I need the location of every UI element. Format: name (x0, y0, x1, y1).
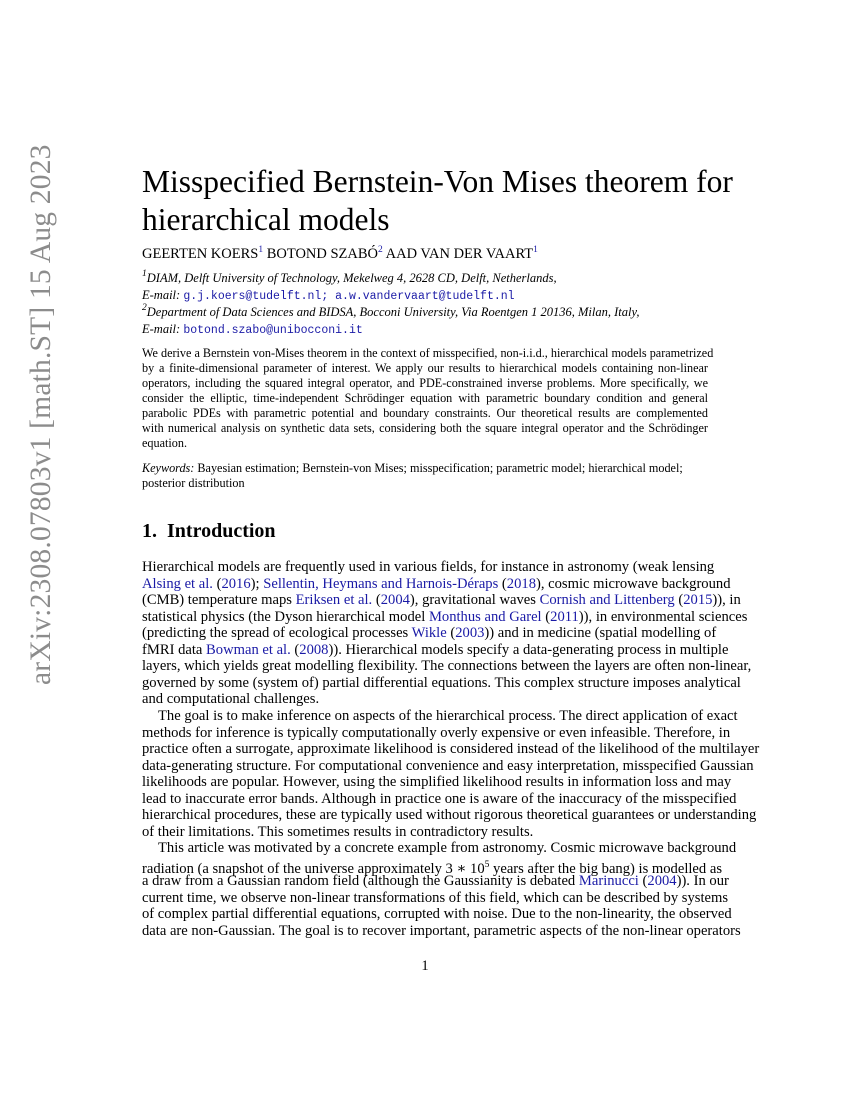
citation-link[interactable]: Wikle (411, 625, 447, 641)
author-list (142, 245, 538, 263)
body-line: governed by some (system of) partial differential equations. This complex structure imposes analytical (142, 674, 741, 691)
text-run: ( (638, 873, 648, 889)
keywords-text: Bayesian estimation; Bernstein-von Mises; misspecification; parametric model; hierarchical model; (197, 461, 683, 475)
body-line (142, 625, 717, 642)
text-run: statistical physics (the Dyson hierarchical model (142, 608, 429, 625)
paragraph-1 (142, 559, 752, 708)
abstract-line: equation. (142, 436, 188, 450)
body-line: and computational challenges. (142, 691, 320, 707)
body-line: hierarchical procedures, these are typically used without rigorous theoretical guarantees or understanding (142, 807, 757, 823)
section-heading (142, 520, 276, 543)
paragraph-2 (142, 708, 760, 840)
text-run: )) and in medicine (spatial modelling of (484, 625, 717, 641)
author-affiliation-mark[interactable]: 1 (258, 245, 264, 255)
affiliation-text: DIAM, Delft University of Technology, Mekelweg 4, 2628 CD, Delft, Netherlands, (146, 271, 557, 285)
text-run: ), cosmic microwave background (535, 575, 731, 592)
body-line: lead to inaccurate error bands. Although in practice one is aware of the inaccuracy of the misspecified (142, 790, 737, 807)
body-line: data-generating structure. For computational convenience and easy interpretation, misspecified Gaussian (142, 757, 754, 774)
body-line (142, 873, 729, 890)
email-label: E-mail: (142, 322, 184, 336)
body-line (142, 608, 748, 626)
abstract-line: by a finite-dimensional parameter of interest. We apply our results to hierarchical models containing non-linear (142, 361, 708, 375)
citation-year-link[interactable]: 2004 (380, 592, 410, 608)
citation-link[interactable]: Cornish and Littenberg (539, 592, 675, 608)
affiliation-mark: 2 (142, 303, 147, 313)
keywords (142, 461, 708, 491)
text-run: ( (372, 592, 381, 608)
exponent: 5 (484, 859, 490, 870)
citation-link[interactable]: Alsing et al. (142, 575, 213, 592)
abstract-line: with numerical analysis on synthetic data sets, considering both the square integral operator and the Schrödinger (142, 421, 708, 435)
body-line: of complex partial differential equations, corrupted with noise. Due to the non-linearity, the observed (142, 906, 732, 922)
text-run: ( (446, 625, 456, 641)
citation-link[interactable]: Monthus and Garel (428, 608, 542, 625)
paper-title (142, 163, 742, 239)
text-run: ( (498, 575, 507, 592)
abstract-line: consider the elliptic, time-independent Schrödinger equation with parametric boundary condition and general (142, 391, 708, 405)
author-name: AAD VAN DER VAART (385, 246, 534, 262)
citation-link[interactable]: Marinucci (578, 873, 639, 889)
author-affiliation-mark[interactable]: 2 (378, 245, 383, 255)
citation-link[interactable]: Bowman et al. (206, 641, 291, 658)
email-label: E-mail: (142, 288, 184, 302)
text-run: ), gravitational waves (409, 592, 540, 608)
title-line-1: Misspecified Bernstein-Von Mises theorem for (142, 164, 733, 199)
citation-link[interactable]: Sellentin, Heymans and Harnois-Déraps (263, 575, 499, 592)
body-line (142, 575, 731, 593)
body-line: layers, which yields great modelling flexibility. The connections between the layers are often non-linear, (142, 658, 752, 674)
body-line: methods for inference is typically computationally overly expensive or even infeasible. Therefore, in (142, 724, 731, 741)
author-name: GEERTEN KOERS (142, 246, 259, 262)
paragraph-3 (142, 840, 741, 939)
citation-year-link[interactable]: 2018 (506, 575, 536, 592)
keywords-label: Keywords: (142, 461, 195, 475)
citation-year-link[interactable]: 2016 (221, 575, 251, 592)
body-line: This article was motivated by a concrete example from astronomy. Cosmic microwave background (158, 840, 737, 856)
page-number: 1 (421, 958, 429, 974)
citation-year-link[interactable]: 2011 (550, 608, 579, 625)
section-title: Introduction (167, 520, 276, 542)
text-run: ); (250, 575, 264, 592)
text-run: ( (541, 608, 551, 625)
arxiv-identifier: arXiv:2308.07803v1 [math.ST] 15 Aug 2023 (25, 144, 57, 685)
text-run: ( (212, 575, 222, 592)
citation-year-link[interactable]: 2004 (647, 873, 677, 889)
author-affiliation-mark[interactable]: 1 (533, 245, 538, 255)
text-run: a draw from a Gaussian random field (although the Gaussianity is debated (142, 873, 579, 889)
email-links[interactable]: botond.szabo@unibocconi.it (183, 324, 363, 337)
body-line: data are non-Gaussian. The goal is to recover important, parametric aspects of the non-linear operators (142, 922, 741, 939)
text-run: fMRI data (142, 641, 207, 658)
body-line (142, 857, 723, 877)
section-number: 1. (142, 520, 157, 542)
body-line: of their limitations. This sometimes results in contradictory results. (142, 823, 534, 840)
author-name: BOTOND SZABÓ (266, 246, 379, 262)
title-line-2: hierarchical models (142, 202, 390, 237)
text-run: (CMB) temperature maps (142, 592, 296, 608)
text-run: )), in environmental sciences (578, 608, 748, 625)
affiliation-text: Department of Data Sciences and BIDSA, Bocconi University, Via Roentgen 1 20136, Milan, Italy, (146, 305, 640, 319)
text-run: ( (674, 592, 684, 608)
body-line (142, 592, 741, 609)
citation-year-link[interactable]: 2008 (299, 641, 329, 658)
body-line: current time, we observe non-linear transformations of this field, which can be described by systems (142, 889, 729, 906)
citation-year-link[interactable]: 2015 (683, 592, 713, 608)
affiliation-mark: 1 (142, 269, 147, 279)
abstract-line: operators, including the squared integral operator, and PDE-constrained inverse problems. More specifically, we (142, 376, 708, 390)
body-line: likelihoods are popular. However, using the simplified likelihood results in information loss and may (142, 774, 732, 790)
abstract (142, 346, 714, 451)
citation-link[interactable]: Eriksen et al. (295, 592, 373, 608)
text-run: ( (290, 641, 300, 658)
text-run: years after the big bang) is modelled as (489, 860, 723, 877)
text-run: radiation (a snapshot of the universe approximately 3 ∗ 10 (142, 860, 485, 877)
text-run: )), in (712, 592, 741, 608)
email-links[interactable]: g.j.koers@tudelft.nl; a.w.vandervaart@tudelft.nl (183, 290, 515, 303)
body-line: Hierarchical models are frequently used in various fields, for instance in astronomy (weak lensing (142, 559, 715, 575)
affiliation-2 (142, 300, 639, 339)
text-run: )). Hierarchical models specify a data-generating process in multiple (328, 641, 729, 658)
abstract-line: We derive a Bernstein von-Mises theorem in the context of misspecified, non-i.i.d., hierarchical models parametrized (142, 346, 714, 360)
citation-year-link[interactable]: 2003 (455, 625, 485, 641)
body-line (142, 641, 729, 659)
keywords-text: posterior distribution (142, 476, 245, 490)
text-run: (predicting the spread of ecological processes (142, 625, 412, 641)
body-line: The goal is to make inference on aspects of the hierarchical process. The direct application of exact (158, 708, 738, 724)
abstract-line: parabolic PDEs with parametric potential and boundary constraints. Our theoretical results are complemented (142, 406, 708, 420)
text-run: )). In our (676, 873, 729, 889)
body-line: practice often a surrogate, approximate likelihood is considered instead of the likelihood of the multilayer (142, 741, 760, 757)
